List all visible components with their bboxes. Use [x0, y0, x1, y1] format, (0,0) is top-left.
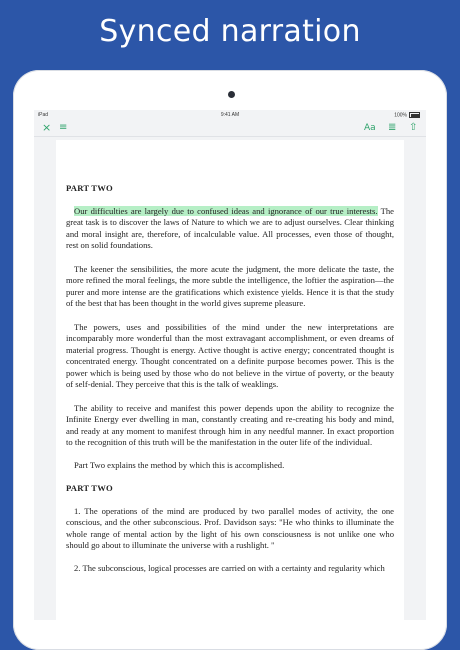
part-heading-2: PART TWO — [66, 483, 113, 493]
paragraph-1-rest: The great task is to discover the laws of Nature to which we are to adjust ourselves. Clear thinking and moral insight are, therefore, of incalculable value. All processes, even those of thought, rest on solid foundations. — [66, 205, 394, 250]
status-time: 9:41 AM — [220, 112, 240, 118]
paragraph-5[interactable]: Part Two explains the method by which this is accomplished. — [74, 460, 285, 470]
paragraph-3[interactable]: The powers, uses and possibilities of the mind under the new interpretations are incomparably more wonderful than the most extravagant accomplishment, or even dreams of material progress. Thought is energy. Active thought is active energy; concentrated thought is concentrated energy. Thought concentrated on a definite purpose becomes power. This is the power which is being used by those who do not believe in the virtue of poverty, or the beauty of self-denial. They perceive that this is the talk of weaklings. — [66, 321, 394, 389]
paragraph-7[interactable]: 2. The subconscious, logical processes are carried on with a certainty and regularity which — [74, 563, 385, 573]
paragraph-6[interactable]: 1. The operations of the mind are produced by two parallel modes of activity, the one conscious, and the other subconscious. Prof. Davidson says: "He who thinks to illuminate the whole range of mental action by the light of his own consciousness is not unlike one who should go about to illuminate the universe with a rushlight. " — [66, 505, 394, 550]
table-of-contents-icon[interactable]: ≡ — [59, 122, 68, 133]
battery-indicator — [394, 112, 420, 118]
close-icon[interactable]: × — [42, 121, 52, 134]
battery-percent: 100% — [394, 112, 407, 119]
headline: Synced narration — [99, 14, 361, 49]
share-icon[interactable]: ⇧ — [409, 122, 418, 133]
status-bar — [34, 110, 426, 120]
paragraph-2[interactable]: The keener the sensibilities, the more acute the judgment, the more delicate the taste, the more refined the moral feelings, the more subtle the intelligence, the loftier the aspiration—the purer and more intense are the gratifications which existence yields. Hence it is that the study of the best that has been thought in the world gives supreme pleasure. — [66, 263, 394, 308]
reader-screen — [34, 110, 426, 620]
front-camera — [228, 91, 235, 98]
paragraph-4[interactable]: The ability to receive and manifest this power depends upon the ability to recognize the Infinite Energy ever dwelling in man, constantly creating and re-creating his body and mind, and ready at any moment to manifest through him in any needful manner. In exact proportion to the recognition of this truth will be the manifestation in the outer life of the individual. — [66, 402, 394, 447]
audio-narration-icon[interactable]: ≣ — [388, 122, 397, 133]
device-label: iPad — [38, 112, 49, 118]
book-text — [66, 183, 394, 586]
book-page — [56, 140, 404, 620]
battery-icon — [409, 112, 420, 118]
reader-toolbar — [34, 120, 426, 137]
font-settings-button[interactable]: Aa — [364, 123, 376, 133]
part-heading: PART TWO — [66, 183, 113, 193]
paragraph-1[interactable] — [66, 206, 394, 252]
narration-highlight[interactable]: Our difficulties are largely due to confused ideas and ignorance of our true interests. — [74, 205, 378, 216]
